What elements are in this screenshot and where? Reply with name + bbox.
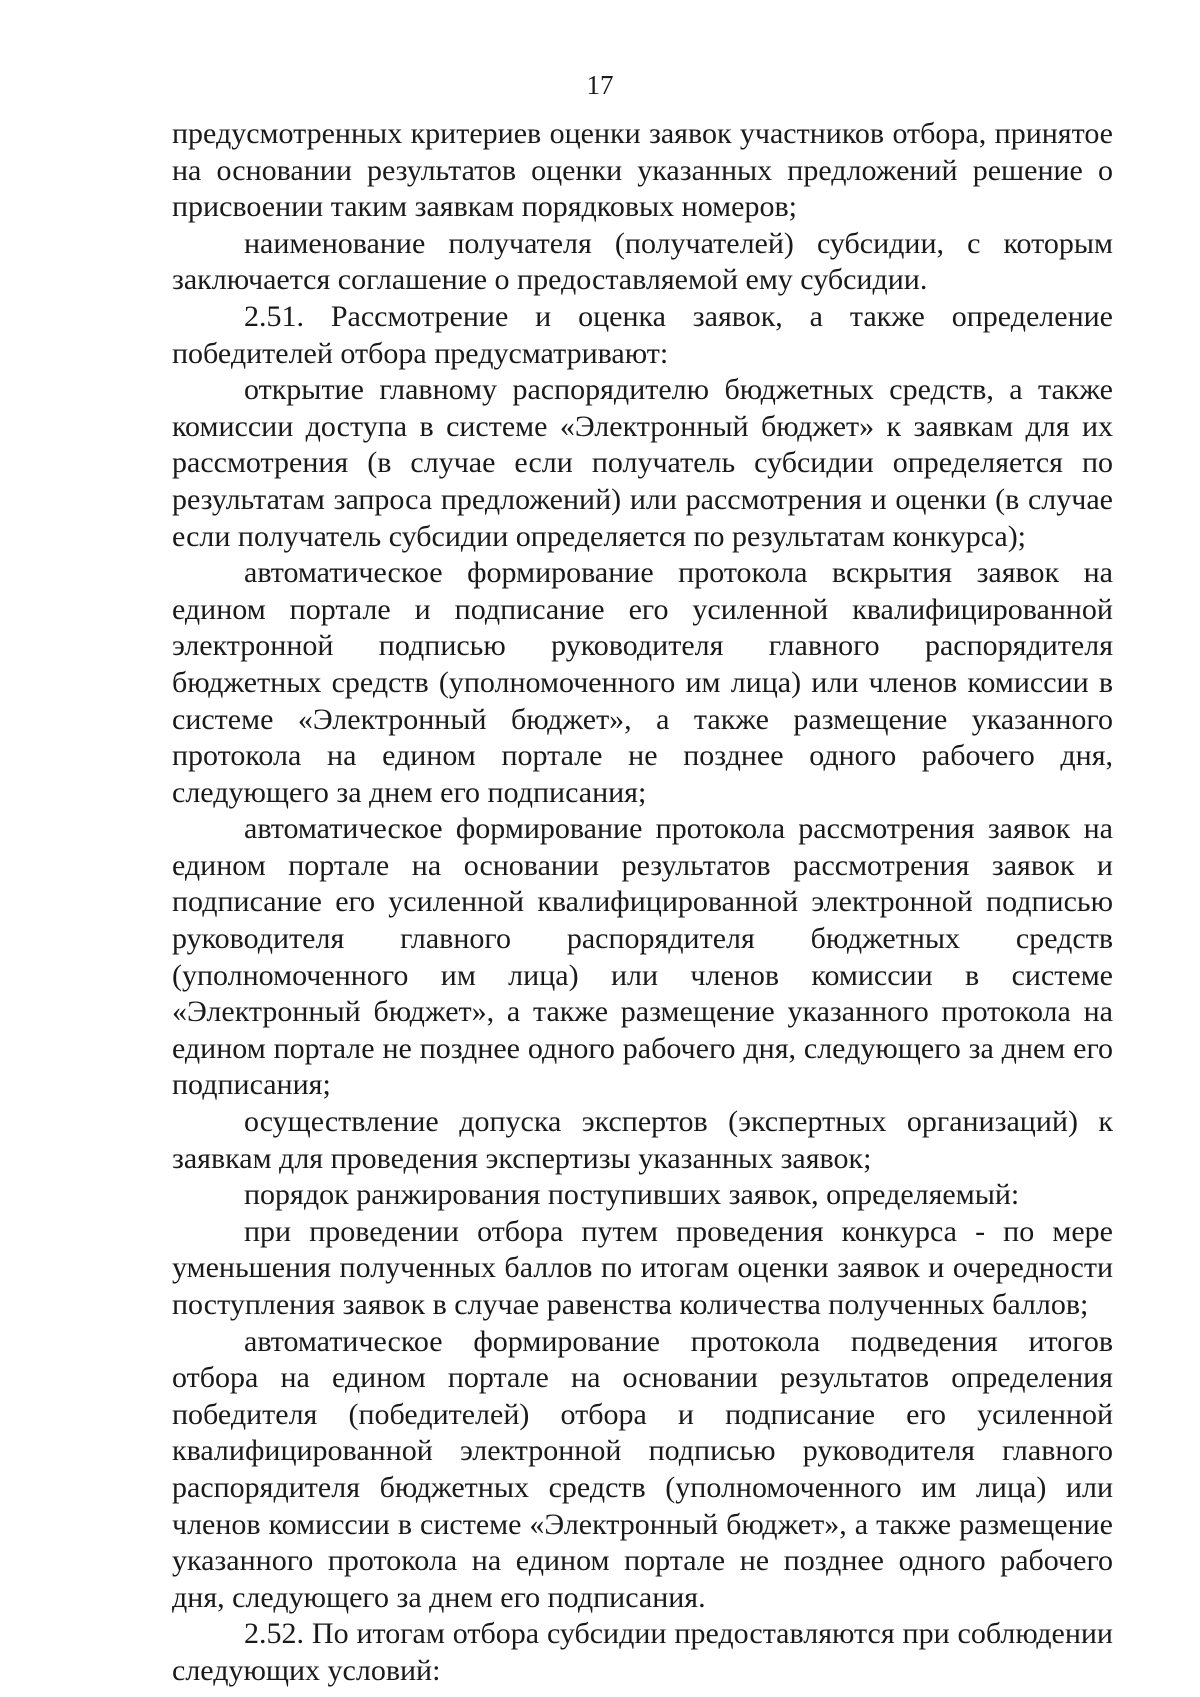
paragraph-clause-2-51: 2.51. Рассмотрение и оценка заявок, а также определение победителей отбора предусматривают:	[172, 299, 1113, 370]
paragraph-access-opening: открытие главному распорядителю бюджетных средств, а также комиссии доступа в системе «Электронный бюджет» к заявкам для их рассмотрения (в случае если получатель субсидии определяется по результатам запроса предложений) или рассмотрения и оценки (в случае если получатель субсидии определяется по результатам конкурса);	[172, 373, 1113, 553]
paragraph-recipient-name: наименование получателя (получателей) субсидии, с которым заключается соглашение о предоставляемой ему субсидии.	[172, 226, 1113, 297]
paragraph-criteria-decision: предусмотренных критериев оценки заявок участников отбора, принятое на основании результатов оценки указанных предложений решение о присвоении таким заявкам порядковых номеров;	[172, 117, 1113, 224]
paragraph-results-protocol: автоматическое формирование протокола подведения итогов отбора на едином портале на основании результатов определения победителя (победителей) отбора и подписание его усиленной квалифицированной электронной подписью руководителя главного распорядителя бюджетных средств (уполномоченного им лица) или членов комиссии в системе «Электронный бюджет», а также размещение указанного протокола на едином портале не позднее одного рабочего дня, следующего за днем его подписания.	[172, 1324, 1113, 1614]
document-body	[172, 116, 1113, 1690]
paragraph-review-protocol: автоматическое формирование протокола рассмотрения заявок на едином портале на основании результатов рассмотрения заявок и подписание его усиленной квалифицированной электронной подписью руководителя главного распорядителя бюджетных средств (уполномоченного им лица) или членов комиссии в системе «Электронный бюджет», а также размещение указанного протокола на едином портале не позднее одного рабочего дня, следующего за днем его подписания;	[172, 812, 1113, 1102]
paragraph-clause-2-52: 2.52. По итогам отбора субсидии предоставляются при соблюдении следующих условий:	[172, 1617, 1113, 1687]
paragraph-opening-protocol: автоматическое формирование протокола вскрытия заявок на едином портале и подписание его усиленной квалифицированной электронной подписью руководителя главного распорядителя бюджетных средств (уполномоченного им лица) или членов комиссии в системе «Электронный бюджет», а также размещение указанного протокола на едином портале не позднее одного рабочего дня, следующего за днем его подписания;	[172, 556, 1113, 809]
paragraph-contest-ranking: при проведении отбора путем проведения конкурса - по мере уменьшения полученных баллов по итогам оценки заявок и очередности поступления заявок в случае равенства количества полученных баллов;	[172, 1214, 1113, 1321]
paragraph-ranking-order: порядок ранжирования поступивших заявок, определяемый:	[244, 1178, 1020, 1212]
paragraph-expert-access: осуществление допуска экспертов (экспертных организаций) к заявкам для проведения экспертизы указанных заявок;	[172, 1105, 1113, 1175]
page-number: 17	[586, 70, 614, 100]
